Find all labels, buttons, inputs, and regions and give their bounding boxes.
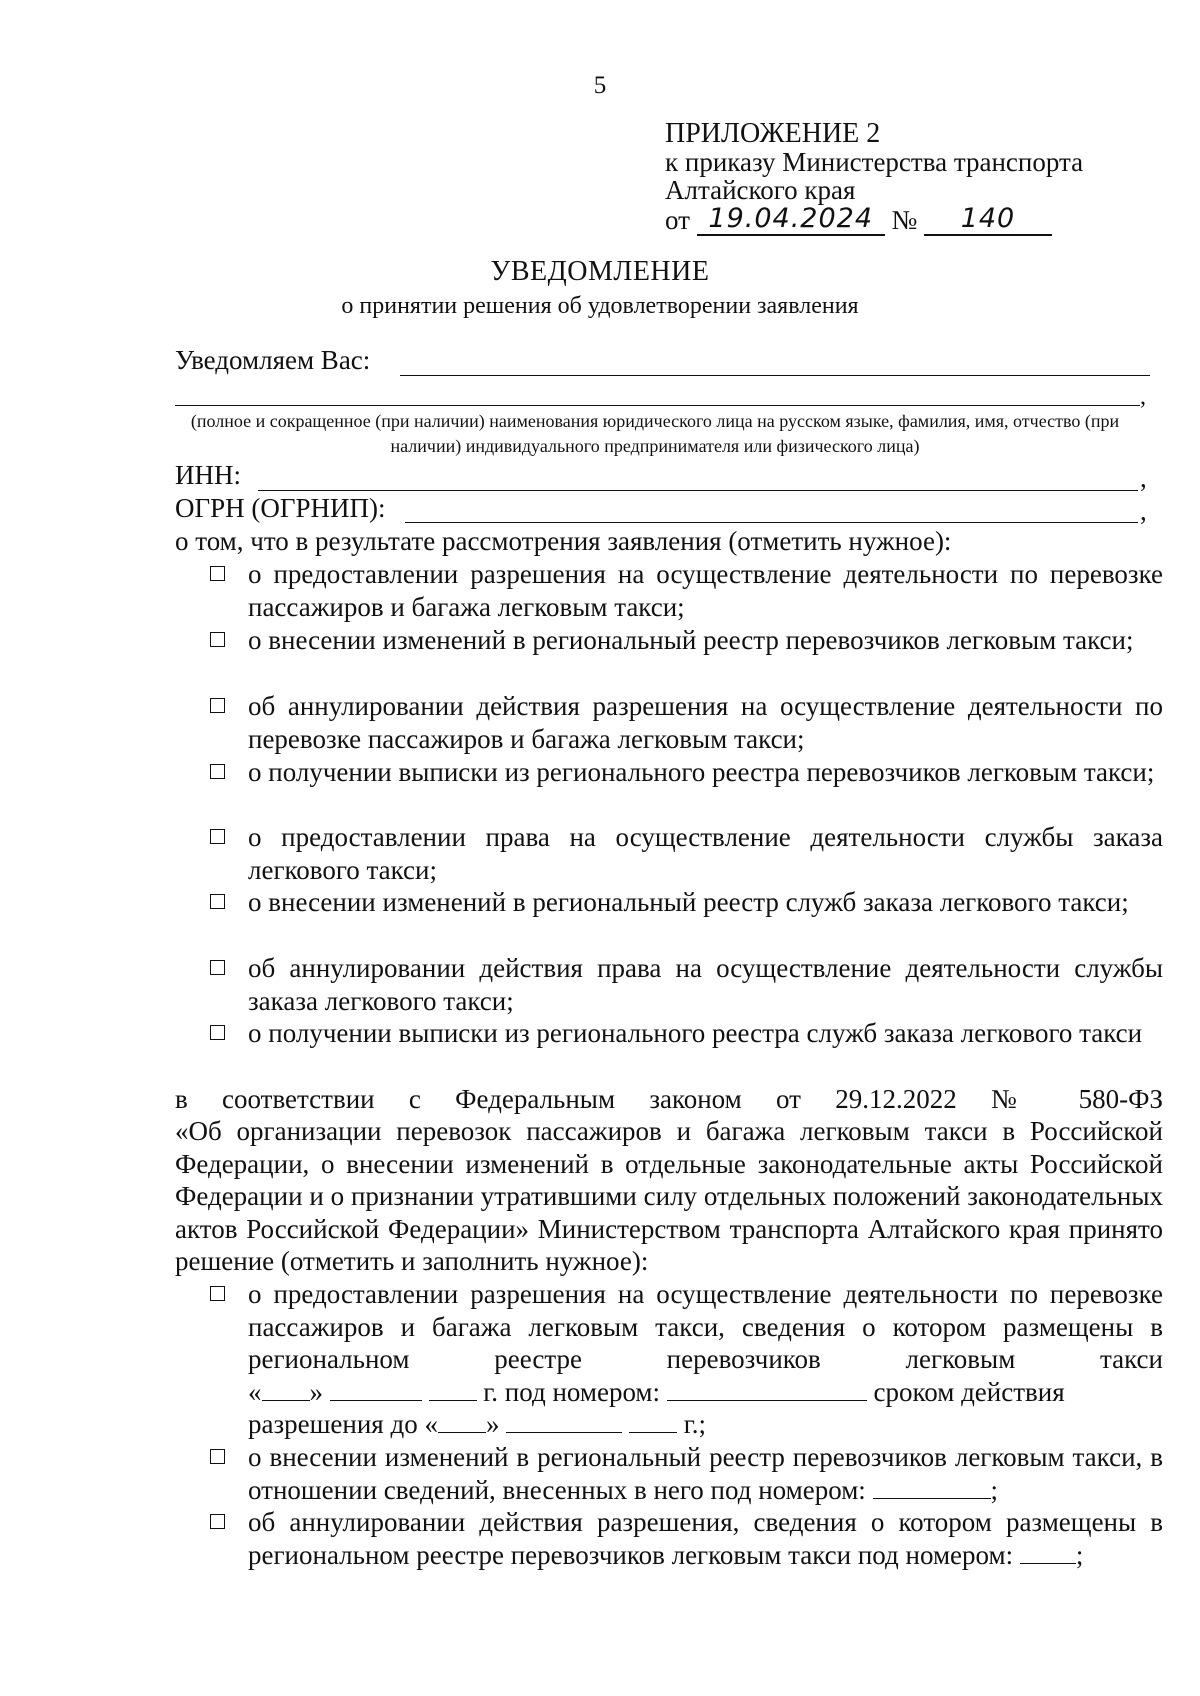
law-line-1: в соответствии с Федеральным законом от 29.12.2022 № 580-ФЗ <box>175 1084 1163 1114</box>
number-label: № <box>891 205 918 235</box>
checkbox-icon[interactable] <box>210 1514 225 1529</box>
checkbox-icon[interactable] <box>210 960 225 975</box>
decision-text: об аннулировании действия разрешения, сведения о котором размещены в региональном реестре перевозчиков легковым такси под номером: ; <box>248 1507 1163 1570</box>
page-number: 5 <box>593 72 607 99</box>
order-date: 19.04.2024 <box>697 203 885 236</box>
registry-number-field[interactable] <box>667 1378 867 1401</box>
option-item[interactable]: о предоставлении права на осуществление деятельности службы заказа легкового такси; <box>210 821 1163 886</box>
until-year-field[interactable] <box>629 1410 677 1433</box>
until-day-field[interactable] <box>438 1410 486 1433</box>
ogrn-label: ОГРН (ОГРНИП): <box>175 493 386 523</box>
document-title: УВЕДОМЛЕНИЕ <box>490 256 710 287</box>
ogrn-field[interactable] <box>405 522 1138 523</box>
option-item[interactable]: об аннулировании действия права на осуществление деятельности службы заказа легкового такси; <box>210 952 1163 1017</box>
comma: , <box>1140 463 1147 493</box>
checkbox-icon[interactable] <box>210 1286 225 1301</box>
checkbox-icon[interactable] <box>210 698 225 713</box>
registry-number-field[interactable] <box>873 1476 991 1499</box>
inn-label: ИНН: <box>175 460 241 490</box>
checkbox-icon[interactable] <box>210 1449 225 1464</box>
checkbox-icon[interactable] <box>210 632 225 647</box>
checkbox-icon[interactable] <box>210 764 225 779</box>
notify-label: Уведомляем Вас: <box>175 345 371 375</box>
decision-item[interactable] <box>210 1278 1163 1441</box>
checkbox-icon[interactable] <box>210 894 225 909</box>
decision-until-line: разрешения до « » г.; <box>248 1409 706 1439</box>
inn-field[interactable] <box>258 490 1138 491</box>
recipient-name-field-2[interactable] <box>175 405 1140 406</box>
document-subtitle: о принятии решения об удовлетворении заявления <box>341 293 859 319</box>
option-item[interactable]: о получении выписки из регионального реестра служб заказа легкового такси <box>210 1017 1163 1050</box>
checkbox-icon[interactable] <box>210 829 225 844</box>
decision-fill-line: « » г. под номером: сроком действия <box>248 1376 1065 1407</box>
comma: , <box>1140 496 1147 526</box>
recipient-name-field[interactable] <box>400 375 1150 376</box>
appendix-header <box>665 120 1083 204</box>
day-field[interactable] <box>262 1378 310 1401</box>
until-month-field[interactable] <box>506 1410 622 1433</box>
appendix-order-line: к приказу Министерства транспорта <box>665 147 1084 177</box>
decision-text: о предоставлении разрешения на осуществление деятельности по перевозке пассажиров и багажа легковым такси, сведения о котором размещены в региональном реестре перевозчиков легковым такси <box>248 1279 1163 1374</box>
decision-item[interactable] <box>210 1441 1163 1506</box>
from-label: от <box>665 205 690 235</box>
decision-text: о внесении изменений в региональный реестр перевозчиков легковым такси, в отношении сведений, внесенных в него под номером: ; <box>248 1442 1163 1505</box>
appendix-region-line: Алтайского края <box>665 175 856 205</box>
year-field[interactable] <box>429 1378 477 1401</box>
option-item[interactable]: о получении выписки из регионального реестра перевозчиков легковым такси; <box>210 756 1163 789</box>
law-text: «Об организации перевозок пассажиров и багажа легковым такси в Российской Федерации, о внесении изменений в отдельные законодательные акты Российской Федерации и о признании утратившими силу отдельных положений законодательных актов Российской Федерации» Министерством транспорта Алтайского края принято решение (отметить и заполнить нужное): <box>175 1116 1163 1276</box>
option-item[interactable]: о предоставлении разрешения на осуществление деятельности по перевозке пассажиров и багажа легковым такси; <box>210 558 1163 623</box>
decision-item[interactable] <box>210 1506 1163 1571</box>
option-item[interactable]: об аннулировании действия разрешения на осуществление деятельности по перевозке пассажиров и багажа легковым такси; <box>210 690 1163 755</box>
option-item[interactable]: о внесении изменений в региональный реестр служб заказа легкового такси; <box>210 886 1163 919</box>
option-item[interactable]: о внесении изменений в региональный реестр перевозчиков легковым такси; <box>210 624 1163 657</box>
order-date-number <box>665 203 1052 236</box>
order-number: 140 <box>924 203 1052 236</box>
month-field[interactable] <box>330 1378 422 1401</box>
comma: , <box>1140 384 1146 410</box>
result-intro: о том, что в результате рассмотрения заявления (отметить нужное): <box>175 526 952 556</box>
checkbox-icon[interactable] <box>210 566 225 581</box>
checkbox-icon[interactable] <box>210 1025 225 1040</box>
registry-number-field[interactable] <box>1020 1541 1076 1564</box>
appendix-title: ПРИЛОЖЕНИЕ 2 <box>665 118 881 149</box>
recipient-name-note: (полное и сокращенное (при наличии) наименования юридического лица на русском языке, фамилия, имя, отчество (при наличии) индивидуального предпринимателя или физического лица) <box>190 411 1120 456</box>
